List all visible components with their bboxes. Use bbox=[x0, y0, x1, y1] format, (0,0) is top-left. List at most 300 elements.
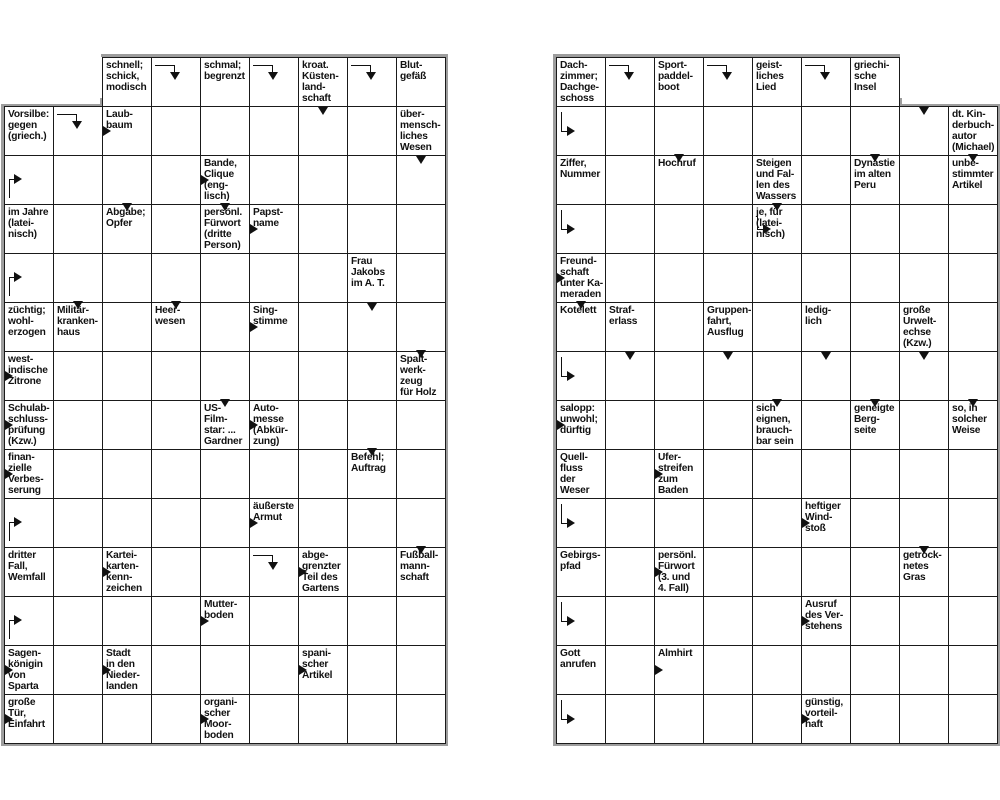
answer-cell[interactable] bbox=[347, 106, 397, 156]
clue-text: schnell; schick, modisch bbox=[106, 60, 147, 93]
clue-cell bbox=[850, 155, 900, 205]
clue-text: Schulab- schluss- prüfung (Kzw.) bbox=[8, 403, 50, 447]
answer-cell[interactable] bbox=[605, 596, 655, 646]
answer-cell[interactable] bbox=[151, 155, 201, 205]
clue-text: Ziffer, Nummer bbox=[560, 158, 601, 180]
arrow-right-icon bbox=[655, 567, 663, 577]
clue-text: griechi- sche Insel bbox=[854, 60, 890, 93]
clue-cell bbox=[850, 400, 900, 450]
arrow-right-icon bbox=[655, 665, 663, 675]
arrow-down-icon bbox=[919, 352, 929, 360]
clue-cell bbox=[151, 302, 201, 352]
clue-text: Steigen und Fal- len des Wassers bbox=[756, 158, 797, 202]
answer-cell[interactable] bbox=[298, 449, 348, 499]
arrow-right-icon bbox=[802, 518, 810, 528]
clue-text: dt. Kin- derbuch- autor (Michael) bbox=[952, 109, 995, 153]
clue-text: Stadt in den Nieder- landen bbox=[106, 648, 140, 692]
answer-cell[interactable] bbox=[654, 694, 704, 744]
answer-cell[interactable] bbox=[703, 596, 753, 646]
answer-cell[interactable] bbox=[102, 400, 152, 450]
answer-cell[interactable] bbox=[151, 204, 201, 254]
clue-text: Militär- kranken- haus bbox=[57, 305, 98, 338]
clue-cell bbox=[556, 302, 606, 352]
clue-text: Kartei- karten- kenn- zeichen bbox=[106, 550, 142, 594]
clue-cell bbox=[948, 106, 998, 156]
answer-cell[interactable] bbox=[605, 645, 655, 695]
clue-cell bbox=[752, 400, 802, 450]
bent-arrow-down-icon bbox=[624, 72, 634, 80]
answer-cell[interactable] bbox=[752, 106, 802, 156]
clue-cell bbox=[53, 302, 103, 352]
clue-text: Auto- messe (Abkür- zung) bbox=[253, 403, 288, 447]
clue-text: salopp: unwohl; dürftig bbox=[560, 403, 598, 436]
answer-cell[interactable] bbox=[899, 449, 949, 499]
clue-cell bbox=[200, 57, 250, 107]
answer-cell[interactable] bbox=[298, 694, 348, 744]
clue-text: Fußball- mann- schaft bbox=[400, 550, 439, 583]
answer-cell[interactable] bbox=[249, 645, 299, 695]
answer-cell[interactable] bbox=[703, 106, 753, 156]
answer-cell[interactable] bbox=[948, 204, 998, 254]
arrow-right-icon bbox=[5, 371, 13, 381]
bent-arrow-down-icon bbox=[170, 72, 180, 80]
bent-arrow-right-icon bbox=[14, 272, 22, 282]
answer-cell[interactable] bbox=[850, 106, 900, 156]
arrow-down-icon bbox=[122, 203, 132, 211]
clue-text: Hochruf bbox=[658, 158, 696, 169]
answer-cell[interactable] bbox=[151, 253, 201, 303]
answer-cell[interactable] bbox=[396, 449, 446, 499]
answer-cell[interactable] bbox=[948, 351, 998, 401]
clue-text: abge- grenzter Teil des Gartens bbox=[302, 550, 341, 594]
answer-cell[interactable] bbox=[347, 547, 397, 597]
answer-cell[interactable] bbox=[249, 694, 299, 744]
arrow-down-icon bbox=[919, 107, 929, 115]
answer-cell[interactable] bbox=[249, 106, 299, 156]
answer-cell[interactable] bbox=[654, 351, 704, 401]
answer-cell[interactable] bbox=[298, 253, 348, 303]
arrow-down-icon bbox=[919, 546, 929, 554]
answer-cell[interactable] bbox=[200, 645, 250, 695]
arrow-right-icon bbox=[802, 616, 810, 626]
answer-cell[interactable] bbox=[200, 253, 250, 303]
clue-text: züchtig; wohl- erzogen bbox=[8, 305, 46, 338]
arrow-down-icon bbox=[367, 448, 377, 456]
clue-text: Abgabe; Opfer bbox=[106, 207, 146, 229]
answer-cell[interactable] bbox=[347, 400, 397, 450]
answer-cell[interactable] bbox=[605, 449, 655, 499]
clue-text: äußerste Armut bbox=[253, 501, 294, 523]
bent-arrow-right-icon bbox=[567, 616, 575, 626]
answer-cell[interactable] bbox=[298, 302, 348, 352]
clue-cell bbox=[4, 106, 54, 156]
answer-cell[interactable] bbox=[396, 694, 446, 744]
clue-text: schmal; begrenzt bbox=[204, 60, 245, 82]
answer-cell[interactable] bbox=[605, 498, 655, 548]
answer-cell[interactable] bbox=[703, 155, 753, 205]
clue-cell bbox=[801, 302, 851, 352]
answer-cell[interactable] bbox=[752, 302, 802, 352]
bent-arrow-right-icon bbox=[567, 371, 575, 381]
answer-cell[interactable] bbox=[53, 155, 103, 205]
answer-cell[interactable] bbox=[752, 253, 802, 303]
clue-cell bbox=[605, 302, 655, 352]
answer-cell[interactable] bbox=[396, 498, 446, 548]
arrow-right-icon bbox=[5, 420, 13, 430]
clue-text: Gebirgs- pfad bbox=[560, 550, 601, 572]
arrow-right-icon bbox=[802, 714, 810, 724]
answer-cell[interactable] bbox=[53, 498, 103, 548]
clue-text: günstig, vorteil- haft bbox=[805, 697, 844, 730]
arrow-down-icon bbox=[968, 399, 978, 407]
answer-cell[interactable] bbox=[703, 253, 753, 303]
answer-cell[interactable] bbox=[654, 106, 704, 156]
answer-cell[interactable] bbox=[948, 498, 998, 548]
arrow-down-icon bbox=[968, 154, 978, 162]
answer-cell[interactable] bbox=[850, 596, 900, 646]
arrow-down-icon bbox=[416, 350, 426, 358]
answer-cell[interactable] bbox=[654, 596, 704, 646]
clue-cell bbox=[4, 302, 54, 352]
clue-text: so, in solcher Weise bbox=[952, 403, 987, 436]
answer-cell[interactable] bbox=[53, 400, 103, 450]
answer-cell[interactable] bbox=[53, 351, 103, 401]
answer-cell[interactable] bbox=[53, 204, 103, 254]
clue-text: geist- liches Lied bbox=[756, 60, 784, 93]
clue-text: Heer- wesen bbox=[155, 305, 186, 327]
clue-text: dritter Fall, Wemfall bbox=[8, 550, 46, 583]
answer-cell[interactable] bbox=[53, 596, 103, 646]
clue-cell bbox=[899, 547, 949, 597]
arrow-down-icon bbox=[723, 352, 733, 360]
arrow-down-icon bbox=[821, 352, 831, 360]
answer-cell[interactable] bbox=[347, 645, 397, 695]
bent-arrow-right-icon bbox=[763, 224, 771, 234]
clue-text: Almhirt bbox=[658, 648, 693, 659]
clue-text: Spalt- werk- zeug für Holz bbox=[400, 354, 437, 398]
clue-text: im Jahre (latei- nisch) bbox=[8, 207, 49, 240]
arrow-down-icon bbox=[870, 154, 880, 162]
answer-cell[interactable] bbox=[801, 449, 851, 499]
answer-cell[interactable] bbox=[899, 498, 949, 548]
bent-arrow-right-icon bbox=[567, 224, 575, 234]
clue-text: Mutter- boden bbox=[204, 599, 238, 621]
answer-cell[interactable] bbox=[850, 351, 900, 401]
answer-cell[interactable] bbox=[53, 547, 103, 597]
answer-cell[interactable] bbox=[605, 400, 655, 450]
clue-text: organi- scher Moor- boden bbox=[204, 697, 238, 741]
answer-cell[interactable] bbox=[703, 204, 753, 254]
answer-cell[interactable] bbox=[899, 645, 949, 695]
clue-text: Sagen- königin von Sparta bbox=[8, 648, 43, 692]
answer-cell[interactable] bbox=[801, 547, 851, 597]
arrow-down-icon bbox=[576, 301, 586, 309]
bent-arrow-right-icon bbox=[14, 517, 22, 527]
arrow-right-icon bbox=[103, 665, 111, 675]
answer-cell[interactable] bbox=[249, 449, 299, 499]
answer-cell[interactable] bbox=[53, 253, 103, 303]
answer-cell[interactable] bbox=[801, 645, 851, 695]
answer-cell[interactable] bbox=[654, 400, 704, 450]
answer-cell[interactable] bbox=[249, 253, 299, 303]
clue-cell bbox=[899, 302, 949, 352]
clue-cell bbox=[556, 449, 606, 499]
arrow-right-icon bbox=[103, 567, 111, 577]
answer-cell[interactable] bbox=[347, 596, 397, 646]
answer-cell[interactable] bbox=[752, 645, 802, 695]
arrow-down-icon bbox=[772, 399, 782, 407]
arrow-right-icon bbox=[5, 714, 13, 724]
answer-cell[interactable] bbox=[605, 694, 655, 744]
clue-text: heftiger Wind- stoß bbox=[805, 501, 841, 534]
clue-cell bbox=[654, 57, 704, 107]
answer-cell[interactable] bbox=[151, 449, 201, 499]
answer-cell[interactable] bbox=[102, 694, 152, 744]
clue-cell bbox=[298, 57, 348, 107]
clue-text: über- mensch- liches Wesen bbox=[400, 109, 441, 153]
answer-cell[interactable] bbox=[850, 449, 900, 499]
clue-text: spani- scher Artikel bbox=[302, 648, 333, 681]
bent-arrow-right-icon bbox=[14, 615, 22, 625]
clue-text: große Tür, Einfahrt bbox=[8, 697, 45, 730]
answer-cell[interactable] bbox=[752, 498, 802, 548]
clue-cell bbox=[102, 57, 152, 107]
answer-cell[interactable] bbox=[605, 253, 655, 303]
answer-cell[interactable] bbox=[151, 645, 201, 695]
clue-text: Vorsilbe: gegen (griech.) bbox=[8, 109, 50, 142]
page-number-area bbox=[0, 53, 101, 104]
answer-cell[interactable] bbox=[200, 106, 250, 156]
answer-cell[interactable] bbox=[249, 155, 299, 205]
arrow-right-icon bbox=[5, 469, 13, 479]
answer-cell[interactable] bbox=[200, 449, 250, 499]
clue-text: Frau Jakobs im A. T. bbox=[351, 256, 385, 289]
clue-cell bbox=[396, 57, 446, 107]
answer-cell[interactable] bbox=[396, 645, 446, 695]
answer-cell[interactable] bbox=[752, 449, 802, 499]
bent-arrow-down-icon bbox=[366, 72, 376, 80]
answer-cell[interactable] bbox=[752, 547, 802, 597]
answer-cell[interactable] bbox=[899, 253, 949, 303]
clue-text: Bande, Clique (eng- lisch) bbox=[204, 158, 237, 202]
arrow-down-icon bbox=[220, 203, 230, 211]
answer-cell[interactable] bbox=[703, 498, 753, 548]
answer-cell[interactable] bbox=[53, 645, 103, 695]
clue-cell bbox=[556, 547, 606, 597]
answer-cell[interactable] bbox=[396, 204, 446, 254]
answer-cell[interactable] bbox=[752, 694, 802, 744]
answer-cell[interactable] bbox=[948, 596, 998, 646]
answer-cell[interactable] bbox=[151, 596, 201, 646]
arrow-right-icon bbox=[103, 126, 111, 136]
clue-text: getrock- netes Gras bbox=[903, 550, 942, 583]
answer-cell[interactable] bbox=[151, 400, 201, 450]
arrow-right-icon bbox=[201, 616, 209, 626]
answer-cell[interactable] bbox=[801, 253, 851, 303]
answer-cell[interactable] bbox=[249, 351, 299, 401]
answer-cell[interactable] bbox=[850, 498, 900, 548]
clue-text: Ufer- streifen zum Baden bbox=[658, 452, 694, 496]
answer-cell[interactable] bbox=[801, 155, 851, 205]
answer-cell[interactable] bbox=[151, 351, 201, 401]
answer-cell[interactable] bbox=[102, 449, 152, 499]
answer-cell[interactable] bbox=[102, 498, 152, 548]
answer-cell[interactable] bbox=[752, 351, 802, 401]
clue-cell bbox=[556, 57, 606, 107]
answer-cell[interactable] bbox=[298, 400, 348, 450]
answer-cell[interactable] bbox=[899, 155, 949, 205]
answer-cell[interactable] bbox=[605, 106, 655, 156]
answer-cell[interactable] bbox=[102, 596, 152, 646]
arrow-right-icon bbox=[250, 518, 258, 528]
answer-cell[interactable] bbox=[151, 547, 201, 597]
answer-cell[interactable] bbox=[948, 449, 998, 499]
answer-cell[interactable] bbox=[850, 645, 900, 695]
arrow-down-icon bbox=[318, 107, 328, 115]
answer-cell[interactable] bbox=[347, 204, 397, 254]
answer-cell[interactable] bbox=[850, 253, 900, 303]
clue-text: Freund- schaft unter Ka- meraden bbox=[560, 256, 603, 300]
arrow-down-icon bbox=[367, 303, 377, 311]
clue-cell bbox=[948, 155, 998, 205]
answer-cell[interactable] bbox=[200, 547, 250, 597]
arrow-down-icon bbox=[416, 156, 426, 164]
answer-cell[interactable] bbox=[703, 645, 753, 695]
arrow-down-icon bbox=[220, 399, 230, 407]
answer-cell[interactable] bbox=[102, 155, 152, 205]
clue-cell bbox=[948, 400, 998, 450]
answer-cell[interactable] bbox=[801, 400, 851, 450]
answer-cell[interactable] bbox=[801, 204, 851, 254]
answer-cell[interactable] bbox=[703, 400, 753, 450]
answer-cell[interactable] bbox=[703, 694, 753, 744]
clue-text: Dach- zimmer; Dachge- schoss bbox=[560, 60, 599, 104]
bent-arrow-down-icon bbox=[268, 562, 278, 570]
answer-cell[interactable] bbox=[298, 155, 348, 205]
answer-cell[interactable] bbox=[605, 547, 655, 597]
answer-cell[interactable] bbox=[151, 106, 201, 156]
arrow-right-icon bbox=[299, 567, 307, 577]
clue-cell bbox=[752, 57, 802, 107]
clue-text: Gott anrufen bbox=[560, 648, 596, 670]
answer-cell[interactable] bbox=[654, 253, 704, 303]
answer-cell[interactable] bbox=[899, 596, 949, 646]
answer-cell[interactable] bbox=[948, 547, 998, 597]
clue-cell bbox=[752, 155, 802, 205]
answer-cell[interactable] bbox=[396, 400, 446, 450]
clue-cell bbox=[200, 204, 250, 254]
answer-cell[interactable] bbox=[850, 204, 900, 254]
arrow-down-icon bbox=[416, 546, 426, 554]
clue-text: US- Film- star: ... Gardner bbox=[204, 403, 243, 447]
arrow-down-icon bbox=[674, 154, 684, 162]
arrow-right-icon bbox=[201, 714, 209, 724]
answer-cell[interactable] bbox=[249, 596, 299, 646]
answer-cell[interactable] bbox=[102, 351, 152, 401]
arrow-right-icon bbox=[201, 175, 209, 185]
clue-cell bbox=[347, 449, 397, 499]
answer-cell[interactable] bbox=[200, 498, 250, 548]
answer-cell[interactable] bbox=[752, 596, 802, 646]
answer-cell[interactable] bbox=[850, 302, 900, 352]
answer-cell[interactable] bbox=[850, 694, 900, 744]
answer-cell[interactable] bbox=[703, 547, 753, 597]
clue-text: unbe- stimmter Artikel bbox=[952, 158, 994, 191]
answer-cell[interactable] bbox=[151, 694, 201, 744]
answer-cell[interactable] bbox=[396, 253, 446, 303]
clue-cell bbox=[347, 253, 397, 303]
clue-cell bbox=[4, 204, 54, 254]
answer-cell[interactable] bbox=[654, 498, 704, 548]
answer-cell[interactable] bbox=[396, 596, 446, 646]
clue-cell bbox=[850, 57, 900, 107]
answer-cell[interactable] bbox=[654, 204, 704, 254]
arrow-right-icon bbox=[655, 469, 663, 479]
answer-cell[interactable] bbox=[948, 694, 998, 744]
clue-cell bbox=[396, 106, 446, 156]
clue-text: persönl. Fürwort (3. und 4. Fall) bbox=[658, 550, 697, 594]
answer-cell[interactable] bbox=[899, 694, 949, 744]
bent-arrow-down-icon bbox=[820, 72, 830, 80]
clue-text: ledig- lich bbox=[805, 305, 831, 327]
answer-cell[interactable] bbox=[102, 302, 152, 352]
answer-cell[interactable] bbox=[948, 253, 998, 303]
answer-cell[interactable] bbox=[605, 155, 655, 205]
clue-text: Sing- stimme bbox=[253, 305, 288, 327]
clue-text: west- indische Zitrone bbox=[8, 354, 48, 387]
answer-cell[interactable] bbox=[347, 498, 397, 548]
clue-text: Straf- erlass bbox=[609, 305, 638, 327]
clue-cell bbox=[556, 645, 606, 695]
clue-text: Gruppen- fahrt, Ausflug bbox=[707, 305, 752, 338]
answer-cell[interactable] bbox=[948, 645, 998, 695]
answer-cell[interactable] bbox=[298, 351, 348, 401]
clue-cell bbox=[200, 400, 250, 450]
answer-cell[interactable] bbox=[948, 302, 998, 352]
answer-cell[interactable] bbox=[801, 106, 851, 156]
clue-text: Dynastie im alten Peru bbox=[854, 158, 895, 191]
answer-cell[interactable] bbox=[347, 694, 397, 744]
clue-text: je, für (latei- nisch) bbox=[756, 207, 785, 240]
answer-cell[interactable] bbox=[850, 547, 900, 597]
answer-cell[interactable] bbox=[102, 253, 152, 303]
arrow-right-icon bbox=[250, 322, 258, 332]
answer-cell[interactable] bbox=[200, 302, 250, 352]
clue-text: finan- zielle Verbes- serung bbox=[8, 452, 44, 496]
arrow-down-icon bbox=[625, 352, 635, 360]
answer-cell[interactable] bbox=[654, 302, 704, 352]
clue-text: Kotelett bbox=[560, 305, 597, 316]
answer-cell[interactable] bbox=[298, 204, 348, 254]
answer-cell[interactable] bbox=[347, 351, 397, 401]
answer-cell[interactable] bbox=[200, 351, 250, 401]
answer-cell[interactable] bbox=[605, 204, 655, 254]
answer-cell[interactable] bbox=[703, 449, 753, 499]
answer-cell[interactable] bbox=[298, 596, 348, 646]
answer-cell[interactable] bbox=[899, 204, 949, 254]
bent-arrow-down-icon bbox=[268, 72, 278, 80]
answer-cell[interactable] bbox=[396, 302, 446, 352]
answer-cell[interactable] bbox=[53, 694, 103, 744]
answer-cell[interactable] bbox=[151, 498, 201, 548]
clue-text: Blut- gefäß bbox=[400, 60, 427, 82]
arrow-right-icon bbox=[557, 273, 565, 283]
answer-cell[interactable] bbox=[347, 155, 397, 205]
answer-cell[interactable] bbox=[53, 449, 103, 499]
answer-cell[interactable] bbox=[298, 498, 348, 548]
clue-cell bbox=[654, 155, 704, 205]
answer-cell[interactable] bbox=[899, 400, 949, 450]
